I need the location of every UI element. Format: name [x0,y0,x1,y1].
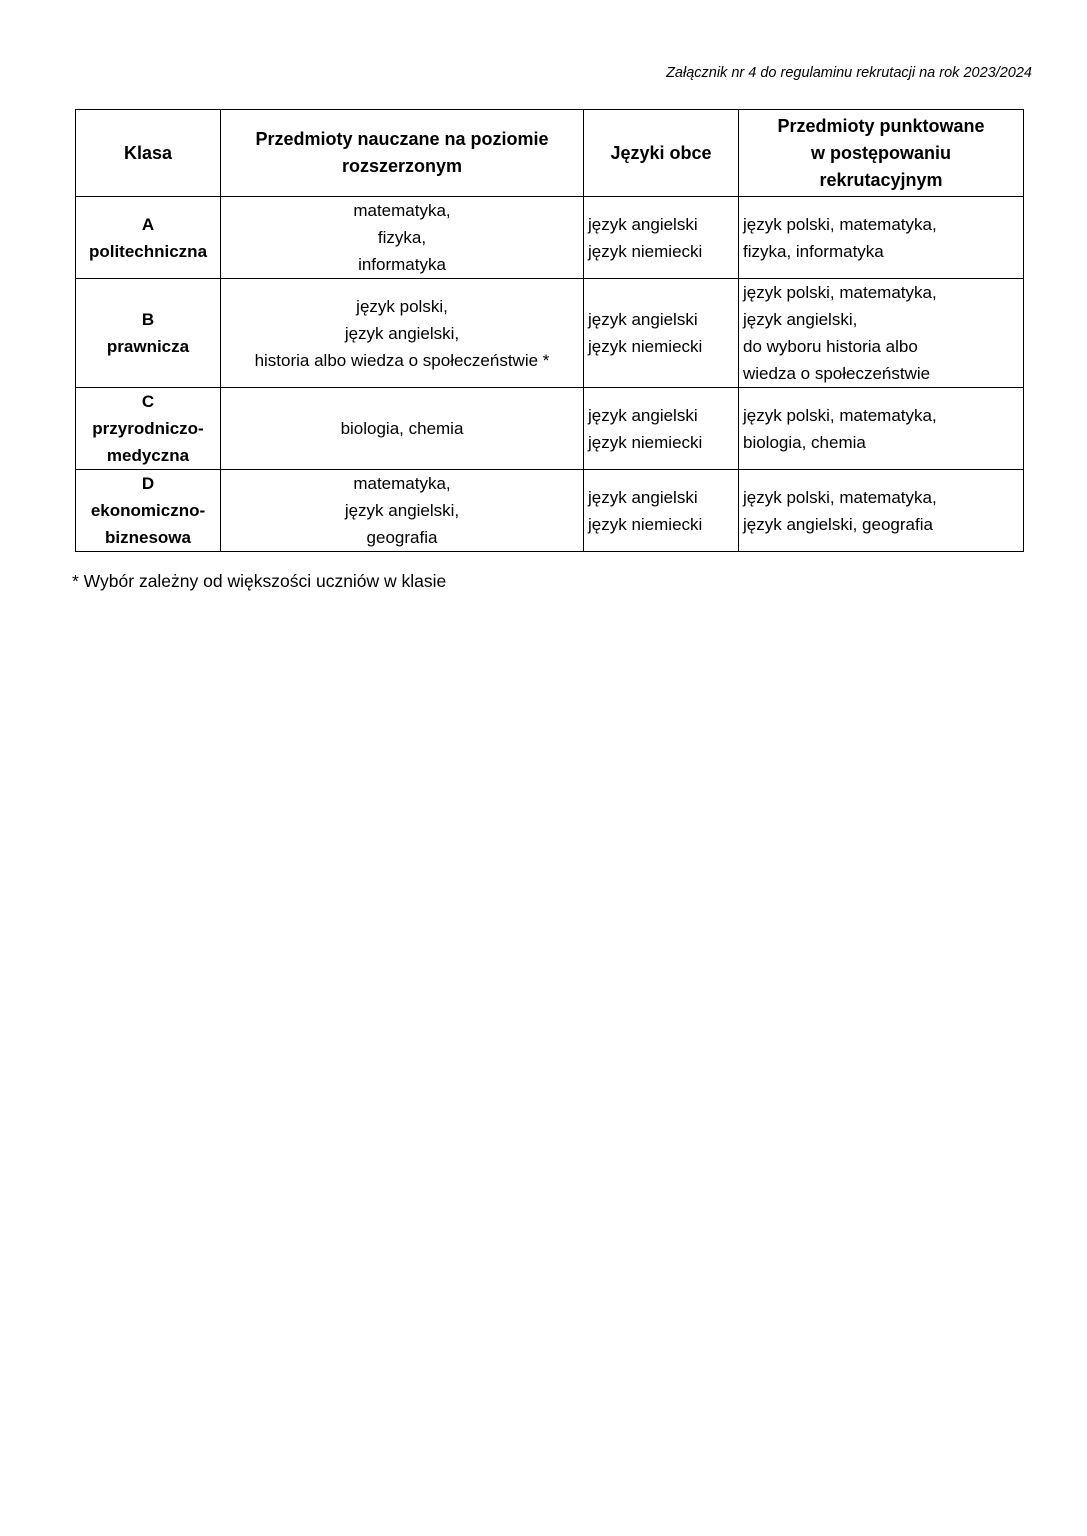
cell-line: język polski, matematyka, [743,487,937,507]
cell-line: język angielski [588,405,698,425]
cell-jezyki [584,197,739,279]
cell-punktowane [739,388,1024,470]
footnote: * Wybór zależny od większości uczniów w klasie [72,571,447,591]
cell-line: B [141,310,155,329]
cell-line: ekonomiczno- [90,501,206,520]
cell-line: historia albo wiedza o społeczeństwie * [254,350,550,370]
cell-line: politechniczna [88,241,208,261]
table-row [76,470,1024,552]
table-row [76,197,1024,279]
cell-line: prawnicza [106,337,190,356]
cell-line: biznesowa [105,528,191,547]
table-header-row [76,110,1024,197]
cell-line: biologia, chemia [340,419,464,438]
table-row [76,388,1024,470]
cell-rozszerzone [221,388,584,470]
cell-line: język polski, matematyka, [743,405,937,425]
cell-line: język angielski, [344,501,460,520]
header-przedmioty-punktowane [739,110,1024,197]
header-przedmioty-rozszerzone [221,110,584,197]
recruitment-table [75,109,1024,552]
cell-line: język angielski, [344,323,460,343]
header-line: Przedmioty punktowane [777,115,985,136]
cell-klasa [76,279,221,388]
cell-line: fizyka, informatyka [743,241,884,261]
cell-line: język angielski [588,310,698,329]
table-row [76,279,1024,388]
cell-jezyki [584,279,739,388]
cell-line: język angielski, [743,310,858,329]
header-line: rozszerzonym [341,156,463,176]
cell-klasa [76,470,221,552]
cell-line: geografia [366,528,438,547]
cell-line: język niemiecki [588,514,703,534]
cell-jezyki [584,388,739,470]
cell-line: D [141,474,155,493]
cell-line: matematyka, [353,474,451,493]
cell-line: przyrodniczo- [92,419,204,438]
header-klasa: Klasa [76,110,221,197]
cell-klasa [76,388,221,470]
cell-line: język angielski, geografia [743,514,933,534]
cell-line: język angielski [588,214,698,234]
cell-line: język niemiecki [588,432,703,452]
cell-line: język niemiecki [588,337,703,356]
cell-line: fizyka, [377,228,427,247]
cell-punktowane [739,197,1024,279]
header-line: rekrutacyjnym [819,169,943,190]
cell-rozszerzone [221,197,584,279]
cell-klasa [76,197,221,279]
cell-line: do wyboru historia albo [743,337,918,356]
header-line: Przedmioty nauczane na poziomie [255,129,549,149]
cell-line: wiedza o społeczeństwie [743,364,931,383]
cell-line: informatyka [358,255,446,274]
cell-rozszerzone [221,470,584,552]
cell-line: C [141,392,155,411]
cell-punktowane [739,279,1024,388]
header-jezyki: Języki obce [584,110,739,197]
cell-line: język polski, matematyka, [743,283,937,302]
cell-line: biologia, chemia [743,432,866,452]
cell-line: medyczna [106,446,190,465]
cell-line: A [141,214,155,234]
attachment-note: Załącznik nr 4 do regulaminu rekrutacji na rok 2023/2024 [666,65,1032,81]
cell-line: język polski, matematyka, [743,214,937,234]
cell-punktowane [739,470,1024,552]
cell-line: język angielski [588,487,698,507]
header-line: w postępowaniu [810,142,951,163]
cell-jezyki [584,470,739,552]
cell-line: język polski, [356,296,448,316]
cell-rozszerzone [221,279,584,388]
cell-line: język niemiecki [588,241,703,261]
cell-line: matematyka, [353,201,451,220]
